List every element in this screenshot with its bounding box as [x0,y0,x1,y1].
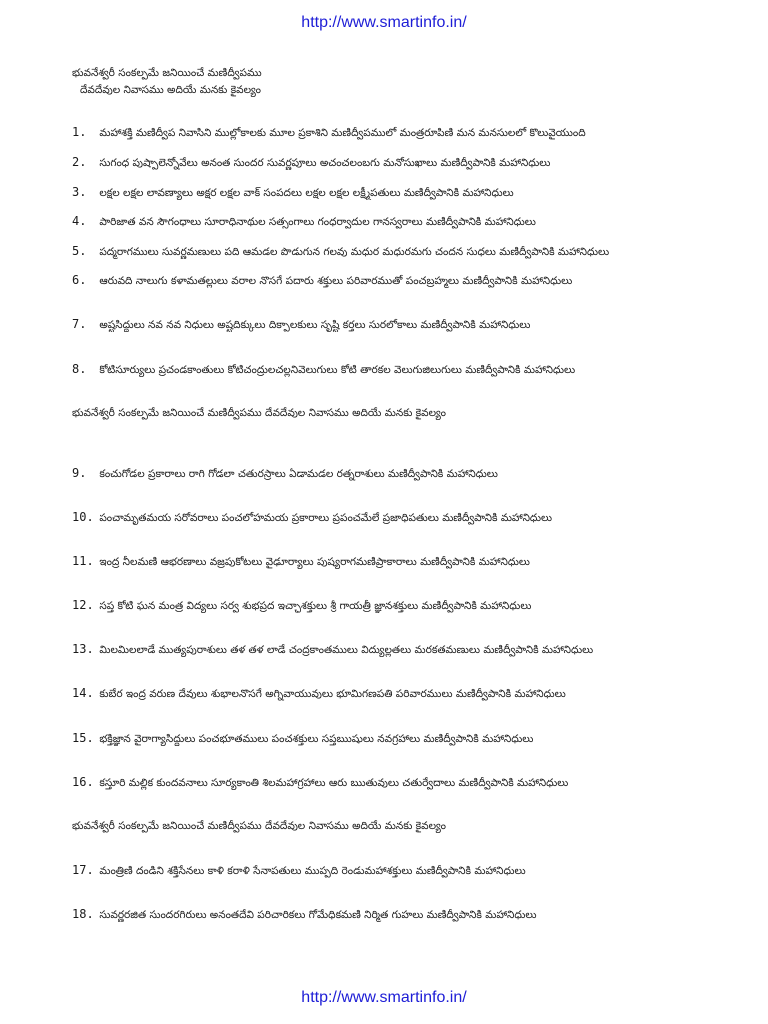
refrain-line: భువనేశ్వరీ సంకల్పమే జనియించే మణిద్వీపము దేవదేవుల నివాసము అదియే మనకు కైవల్యం [72,407,446,419]
verse-text: అష్టసిద్ధులు నవ నవ నిధులు అష్టదిక్కులు దిక్పాలకులు సృష్టి కర్తలు సురలోకాలు మణిద్వీపానికి మహానిధులు [99,319,531,331]
verse-number: 17. [72,863,94,877]
verse-text: సప్త కోటి ఘన మంత్ర విద్యలు సర్వ శుభప్రద ఇచ్ఛాశక్తులు శ్రీ గాయత్రీ జ్ఞానశక్తులు మణిద్వీపానికి మహానిధులు [99,600,532,612]
verse-number: 1. [72,125,87,139]
verse-number: 13. [72,642,94,656]
verse-17 [72,863,752,878]
verse-number: 9. [72,466,87,480]
verse-16 [72,775,752,790]
verse-3 [72,185,752,200]
verse-text: ఇంద్ర నీలమణి ఆభరణాలు వజ్రపుకోటలు వైఢూర్యాలు పుష్యరాగమణిప్రాకారాలు మణిద్వీపానికి మహానిధులు [99,556,530,568]
verse-number: 2. [72,155,87,169]
title-line-2: దేవదేవుల నివాసము అదియే మనకు కైవల్యం [80,84,261,96]
verse-9 [72,466,752,481]
verse-number: 15. [72,731,94,745]
verse-number: 18. [72,907,94,921]
verse-text: కంచుగోడల ప్రకారాలు రాగి గోడలా చతురస్రాలు ఏడామడల రత్నరాశులు మణిద్వీపానికి మహానిధులు [99,468,498,480]
verse-number: 7. [72,317,87,331]
verse-text: కుబేర ఇంద్ర వరుణ దేవులు శుభాలనొసగే అగ్నివాయువులు భూమిగణపతి పరివారములు మణిద్వీపానికి మహానిధులు [99,688,566,700]
verse-text: మంత్రిణి దండిని శక్తిసేనలు కాళి కరాళి సేనాపతులు ముప్పది రెండుమహాశక్తులు మణిద్వీపానికి మహానిధులు [99,865,526,877]
verse-13 [72,642,752,657]
verse-6 [72,273,752,288]
verse-text: పద్మరాగములు సువర్ణమణులు పది ఆమడల పొడుగున గలవు మధుర మధురమగు చందన సుధలు మణిద్వీపానికి మహానిధులు [99,246,610,258]
verse-text: కోటిసూర్యులు ప్రచండకాంతులు కోటిచంద్రులచల్లనివెలుగులు కోటి తారకల వెలుగుజిలుగులు మణిద్వీపానికి మహానిధులు [99,364,576,376]
verse-14 [72,686,752,701]
footer-url-link[interactable]: http://www.smartinfo.in/ [301,989,467,1006]
verse-text: పంచామృతమయ సరోవరాలు పంచలోహమయ ప్రకారాలు ప్రపంచమేలే ప్రజాధిపతులు మణిద్వీపానికి మహానిధులు [99,512,553,524]
refrain-line-2: భువనేశ్వరీ సంకల్పమే జనియించే మణిద్వీపము దేవదేవుల నివాసము అదియే మనకు కైవల్యం [72,820,446,832]
verse-10 [72,510,752,525]
verse-15 [72,731,752,746]
verse-text: సుగంధ పుష్పాలెన్నోవేలు అనంత సుందర సువర్ణపూలు అచంచలంబగు మనోసుఖాలు మణిద్వీపానికి మహానిధులు [99,157,551,169]
verse-5 [72,244,752,259]
verse-8 [72,362,752,377]
verse-12 [72,598,752,613]
verse-number: 4. [72,214,87,228]
verse-18 [72,907,752,922]
verse-number: 3. [72,185,87,199]
verse-number: 12. [72,598,94,612]
verse-number: 11. [72,554,94,568]
verse-7 [72,317,752,332]
verse-text: ఆరువది నాలుగు కళామతల్లులు వరాల నొసగే పదారు శక్తులు పరివారముతో పంచబ్రహ్మలు మణిద్వీపానికి మహానిధులు [99,275,573,287]
header-url-link[interactable]: http://www.smartinfo.in/ [301,14,467,31]
verse-2 [72,155,752,170]
verse-number: 5. [72,244,87,258]
verse-11 [72,554,752,569]
verse-4 [72,214,752,229]
verse-number: 14. [72,686,94,700]
title-line-1: భువనేశ్వరీ సంకల్పమే జనియించే మణిద్వీపము [72,67,262,79]
verse-number: 8. [72,362,87,376]
verse-text: లక్షల లక్షల లావణ్యాలు అక్షర లక్షల వాక్ సంపదలు లక్షల లక్షల లక్ష్మీపతులు మణిద్వీపానికి మహానిధులు [99,187,514,199]
verse-number: 10. [72,510,94,524]
verse-text: కస్తూరి మల్లిక కుందవనాలు సూర్యకాంతి శిలమహాగ్రహాలు ఆరు ఋతువులు చతుర్వేదాలు మణిద్వీపానికి మహానిధులు [99,777,569,789]
verse-number: 6. [72,273,87,287]
verse-number: 16. [72,775,94,789]
verse-text: భక్తిజ్ఞాన వైరాగ్యాసిద్ధులు పంచభూతములు పంచశక్తులు సప్తఋషులు నవగ్రహాలు మణిద్వీపానికి మహానిధులు [99,733,534,745]
verse-text: పారిజాత వన సౌగంధాలు సూరాధినాథుల సత్సంగాలు గంధర్వాదుల గానస్వరాలు మణిద్వీపానికి మహానిధులు [99,216,536,228]
verse-text: సువర్ణరజిత సుందరగిరులు అనంతదేవి పరిచారికలు గోమేధికమణి నిర్మిత గుహలు మణిద్వీపానికి మహానిధులు [99,909,537,921]
verse-1 [72,125,752,140]
verse-text: మిలమిలలాడే ముత్యపురాశులు తళ తళ లాడే చంద్రకాంతములు విద్యుల్లతలు మరకతమణులు మణిద్వీపానికి మహానిధులు [99,644,594,656]
verse-text: మహాశక్తి మణిద్వీప నివాసిని ముల్లోకాలకు మూల ప్రకాశిని మణిద్వీపములో మంత్రరూపిణి మన మనసులలో కొలువైయుంది [99,127,586,139]
